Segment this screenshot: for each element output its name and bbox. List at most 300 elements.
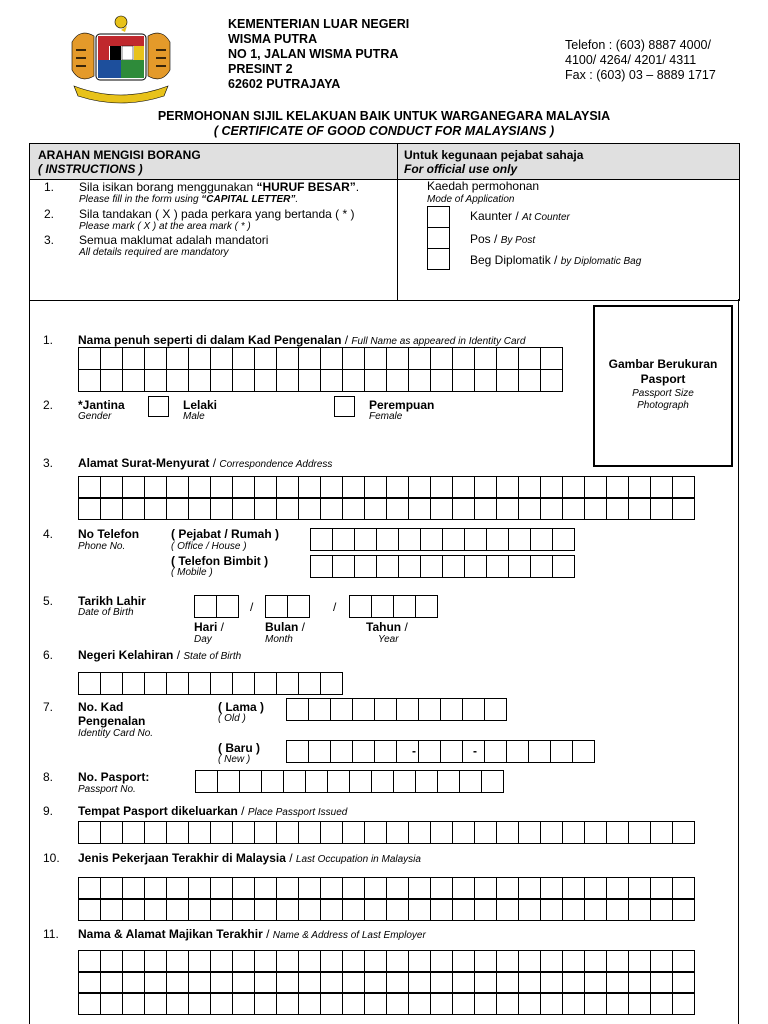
character-cell[interactable] [552, 528, 575, 551]
character-cell[interactable] [166, 369, 189, 392]
diplomatic-bag-checkbox[interactable] [427, 248, 450, 270]
character-cell[interactable] [371, 595, 394, 618]
character-cell[interactable] [254, 369, 277, 392]
character-cell[interactable] [276, 369, 299, 392]
employer-row-1[interactable] [78, 950, 694, 973]
character-cell[interactable] [354, 555, 377, 578]
character-cell[interactable] [298, 950, 321, 973]
character-cell[interactable] [430, 877, 453, 900]
character-cell[interactable] [100, 950, 123, 973]
character-cell[interactable] [628, 992, 651, 1015]
character-cell[interactable] [254, 497, 277, 520]
character-cell[interactable] [474, 877, 497, 900]
character-cell[interactable] [100, 898, 123, 921]
character-cell[interactable] [320, 369, 343, 392]
character-cell[interactable] [188, 992, 211, 1015]
employer-row-3[interactable] [78, 992, 694, 1015]
state-of-birth-cells[interactable] [78, 672, 342, 695]
character-cell[interactable] [276, 672, 299, 695]
character-cell[interactable] [195, 770, 218, 793]
character-cell[interactable] [386, 898, 409, 921]
character-cell[interactable] [464, 528, 487, 551]
character-cell[interactable] [386, 347, 409, 370]
character-cell[interactable] [408, 898, 431, 921]
character-cell[interactable] [452, 877, 475, 900]
character-cell[interactable] [430, 898, 453, 921]
character-cell[interactable] [100, 877, 123, 900]
character-cell[interactable] [310, 555, 333, 578]
character-cell[interactable] [408, 476, 431, 499]
character-cell[interactable] [342, 821, 365, 844]
character-cell[interactable] [386, 877, 409, 900]
character-cell[interactable] [452, 992, 475, 1015]
character-cell[interactable] [474, 347, 497, 370]
character-cell[interactable] [430, 821, 453, 844]
character-cell[interactable] [606, 992, 629, 1015]
character-cell[interactable] [606, 898, 629, 921]
character-cell[interactable] [144, 347, 167, 370]
character-cell[interactable] [474, 971, 497, 994]
character-cell[interactable] [364, 992, 387, 1015]
character-cell[interactable] [562, 898, 585, 921]
address-row-2[interactable] [78, 497, 694, 520]
character-cell[interactable] [349, 770, 372, 793]
character-cell[interactable] [606, 971, 629, 994]
character-cell[interactable] [418, 698, 441, 721]
character-cell[interactable] [672, 497, 695, 520]
character-cell[interactable] [78, 672, 101, 695]
character-cell[interactable] [562, 877, 585, 900]
character-cell[interactable] [327, 770, 350, 793]
character-cell[interactable] [430, 369, 453, 392]
character-cell[interactable] [386, 992, 409, 1015]
character-cell[interactable] [364, 821, 387, 844]
character-cell[interactable] [408, 347, 431, 370]
character-cell[interactable] [420, 528, 443, 551]
character-cell[interactable] [540, 821, 563, 844]
character-cell[interactable] [530, 528, 553, 551]
place-issued-cells[interactable] [78, 821, 694, 844]
character-cell[interactable] [232, 369, 255, 392]
character-cell[interactable] [188, 497, 211, 520]
character-cell[interactable] [298, 369, 321, 392]
character-cell[interactable] [276, 950, 299, 973]
character-cell[interactable] [122, 821, 145, 844]
character-cell[interactable] [398, 528, 421, 551]
character-cell[interactable] [584, 992, 607, 1015]
character-cell[interactable] [496, 898, 519, 921]
character-cell[interactable] [452, 898, 475, 921]
character-cell[interactable] [78, 971, 101, 994]
character-cell[interactable] [232, 672, 255, 695]
character-cell[interactable] [276, 821, 299, 844]
character-cell[interactable] [188, 971, 211, 994]
character-cell[interactable] [496, 369, 519, 392]
character-cell[interactable] [276, 898, 299, 921]
character-cell[interactable] [144, 476, 167, 499]
character-cell[interactable] [364, 971, 387, 994]
character-cell[interactable] [386, 476, 409, 499]
character-cell[interactable] [486, 555, 509, 578]
character-cell[interactable] [122, 476, 145, 499]
character-cell[interactable] [606, 821, 629, 844]
character-cell[interactable] [518, 992, 541, 1015]
character-cell[interactable] [452, 476, 475, 499]
character-cell[interactable] [496, 821, 519, 844]
character-cell[interactable] [430, 950, 453, 973]
character-cell[interactable] [100, 497, 123, 520]
character-cell[interactable] [562, 476, 585, 499]
employer-row-2[interactable] [78, 971, 694, 994]
character-cell[interactable] [122, 898, 145, 921]
character-cell[interactable] [386, 950, 409, 973]
character-cell[interactable] [100, 347, 123, 370]
character-cell[interactable] [628, 476, 651, 499]
character-cell[interactable] [210, 821, 233, 844]
character-cell[interactable] [474, 497, 497, 520]
phone-mobile-cells[interactable] [310, 555, 574, 578]
character-cell[interactable] [286, 698, 309, 721]
ic-old-cells[interactable] [286, 698, 506, 721]
character-cell[interactable] [320, 992, 343, 1015]
character-cell[interactable] [672, 992, 695, 1015]
character-cell[interactable] [408, 877, 431, 900]
character-cell[interactable] [232, 877, 255, 900]
character-cell[interactable] [672, 821, 695, 844]
character-cell[interactable] [474, 821, 497, 844]
character-cell[interactable] [518, 877, 541, 900]
character-cell[interactable] [78, 476, 101, 499]
character-cell[interactable] [430, 476, 453, 499]
character-cell[interactable] [650, 497, 673, 520]
character-cell[interactable] [484, 698, 507, 721]
character-cell[interactable] [528, 740, 551, 763]
character-cell[interactable] [518, 497, 541, 520]
character-cell[interactable] [540, 877, 563, 900]
character-cell[interactable] [298, 347, 321, 370]
character-cell[interactable] [232, 992, 255, 1015]
character-cell[interactable] [188, 898, 211, 921]
character-cell[interactable] [584, 821, 607, 844]
character-cell[interactable] [78, 877, 101, 900]
character-cell[interactable] [144, 369, 167, 392]
character-cell[interactable] [320, 971, 343, 994]
character-cell[interactable] [254, 971, 277, 994]
character-cell[interactable] [232, 950, 255, 973]
character-cell[interactable] [232, 971, 255, 994]
character-cell[interactable] [166, 992, 189, 1015]
character-cell[interactable] [254, 898, 277, 921]
full-name-row-1[interactable] [78, 347, 562, 370]
character-cell[interactable] [606, 877, 629, 900]
character-cell[interactable] [188, 476, 211, 499]
character-cell[interactable] [305, 770, 328, 793]
character-cell[interactable] [210, 971, 233, 994]
character-cell[interactable] [308, 698, 331, 721]
character-cell[interactable] [415, 595, 438, 618]
character-cell[interactable] [650, 821, 673, 844]
character-cell[interactable] [276, 347, 299, 370]
character-cell[interactable] [386, 369, 409, 392]
character-cell[interactable] [374, 740, 397, 763]
character-cell[interactable] [650, 476, 673, 499]
character-cell[interactable] [100, 369, 123, 392]
character-cell[interactable] [650, 950, 673, 973]
character-cell[interactable] [530, 555, 553, 578]
character-cell[interactable] [100, 821, 123, 844]
character-cell[interactable] [364, 369, 387, 392]
character-cell[interactable] [332, 555, 355, 578]
character-cell[interactable] [584, 877, 607, 900]
character-cell[interactable] [430, 992, 453, 1015]
character-cell[interactable] [562, 950, 585, 973]
character-cell[interactable] [78, 821, 101, 844]
post-checkbox[interactable] [427, 227, 450, 249]
character-cell[interactable] [166, 950, 189, 973]
character-cell[interactable] [330, 698, 353, 721]
character-cell[interactable] [122, 950, 145, 973]
character-cell[interactable] [78, 992, 101, 1015]
character-cell[interactable] [78, 347, 101, 370]
character-cell[interactable] [442, 528, 465, 551]
character-cell[interactable] [298, 476, 321, 499]
character-cell[interactable] [518, 821, 541, 844]
character-cell[interactable] [650, 877, 673, 900]
character-cell[interactable] [232, 497, 255, 520]
character-cell[interactable] [342, 950, 365, 973]
character-cell[interactable] [540, 497, 563, 520]
character-cell[interactable] [408, 971, 431, 994]
character-cell[interactable] [232, 821, 255, 844]
character-cell[interactable] [298, 672, 321, 695]
character-cell[interactable] [408, 821, 431, 844]
character-cell[interactable] [122, 877, 145, 900]
character-cell[interactable] [606, 950, 629, 973]
phone-office-cells[interactable] [310, 528, 574, 551]
character-cell[interactable] [352, 740, 375, 763]
character-cell[interactable] [194, 595, 217, 618]
character-cell[interactable] [386, 497, 409, 520]
character-cell[interactable] [276, 971, 299, 994]
character-cell[interactable] [628, 821, 651, 844]
character-cell[interactable] [518, 476, 541, 499]
character-cell[interactable] [188, 369, 211, 392]
character-cell[interactable] [486, 528, 509, 551]
character-cell[interactable] [508, 555, 531, 578]
character-cell[interactable] [320, 497, 343, 520]
occupation-row-1[interactable] [78, 877, 694, 900]
character-cell[interactable] [254, 347, 277, 370]
character-cell[interactable] [442, 555, 465, 578]
character-cell[interactable] [393, 595, 416, 618]
character-cell[interactable] [584, 497, 607, 520]
character-cell[interactable] [342, 497, 365, 520]
character-cell[interactable] [298, 877, 321, 900]
character-cell[interactable] [210, 347, 233, 370]
character-cell[interactable] [672, 971, 695, 994]
character-cell[interactable] [437, 770, 460, 793]
character-cell[interactable] [481, 770, 504, 793]
character-cell[interactable] [210, 898, 233, 921]
character-cell[interactable] [440, 740, 463, 763]
character-cell[interactable] [122, 971, 145, 994]
character-cell[interactable] [430, 971, 453, 994]
character-cell[interactable] [420, 555, 443, 578]
character-cell[interactable] [188, 821, 211, 844]
character-cell[interactable] [254, 950, 277, 973]
counter-checkbox[interactable] [427, 206, 450, 228]
character-cell[interactable] [386, 821, 409, 844]
character-cell[interactable] [496, 971, 519, 994]
character-cell[interactable] [440, 698, 463, 721]
character-cell[interactable] [672, 898, 695, 921]
character-cell[interactable] [584, 971, 607, 994]
character-cell[interactable] [484, 740, 507, 763]
dob-day-cells[interactable] [194, 595, 238, 618]
character-cell[interactable] [287, 595, 310, 618]
character-cell[interactable] [354, 528, 377, 551]
character-cell[interactable] [496, 877, 519, 900]
character-cell[interactable] [166, 898, 189, 921]
character-cell[interactable] [332, 528, 355, 551]
character-cell[interactable] [672, 877, 695, 900]
character-cell[interactable] [452, 950, 475, 973]
character-cell[interactable] [408, 950, 431, 973]
character-cell[interactable] [276, 476, 299, 499]
character-cell[interactable] [464, 555, 487, 578]
character-cell[interactable] [210, 476, 233, 499]
character-cell[interactable] [474, 369, 497, 392]
passport-photo-box[interactable] [593, 305, 733, 467]
character-cell[interactable] [78, 898, 101, 921]
character-cell[interactable] [320, 877, 343, 900]
character-cell[interactable] [606, 497, 629, 520]
character-cell[interactable] [452, 821, 475, 844]
character-cell[interactable] [364, 877, 387, 900]
character-cell[interactable] [364, 497, 387, 520]
character-cell[interactable] [144, 821, 167, 844]
character-cell[interactable] [562, 821, 585, 844]
character-cell[interactable] [78, 950, 101, 973]
character-cell[interactable] [540, 347, 563, 370]
character-cell[interactable] [210, 672, 233, 695]
character-cell[interactable] [254, 672, 277, 695]
female-checkbox[interactable] [334, 396, 355, 417]
character-cell[interactable] [452, 497, 475, 520]
character-cell[interactable] [342, 347, 365, 370]
character-cell[interactable] [452, 347, 475, 370]
character-cell[interactable] [217, 770, 240, 793]
character-cell[interactable] [540, 369, 563, 392]
character-cell[interactable] [474, 898, 497, 921]
character-cell[interactable] [398, 555, 421, 578]
address-row-1[interactable] [78, 476, 694, 499]
character-cell[interactable] [364, 347, 387, 370]
character-cell[interactable] [210, 950, 233, 973]
character-cell[interactable] [166, 476, 189, 499]
character-cell[interactable] [188, 950, 211, 973]
character-cell[interactable] [144, 898, 167, 921]
character-cell[interactable] [210, 877, 233, 900]
character-cell[interactable] [496, 347, 519, 370]
character-cell[interactable] [474, 992, 497, 1015]
character-cell[interactable] [452, 369, 475, 392]
character-cell[interactable] [628, 971, 651, 994]
character-cell[interactable] [650, 971, 673, 994]
character-cell[interactable] [308, 740, 331, 763]
ic-new-cells[interactable] [286, 740, 594, 763]
character-cell[interactable] [364, 950, 387, 973]
character-cell[interactable] [144, 950, 167, 973]
character-cell[interactable] [254, 476, 277, 499]
character-cell[interactable] [298, 992, 321, 1015]
character-cell[interactable] [232, 347, 255, 370]
character-cell[interactable] [628, 877, 651, 900]
character-cell[interactable] [166, 971, 189, 994]
character-cell[interactable] [552, 555, 575, 578]
character-cell[interactable] [100, 476, 123, 499]
character-cell[interactable] [342, 971, 365, 994]
character-cell[interactable] [320, 672, 343, 695]
character-cell[interactable] [540, 971, 563, 994]
character-cell[interactable] [254, 821, 277, 844]
character-cell[interactable] [188, 347, 211, 370]
full-name-row-2[interactable] [78, 369, 562, 392]
character-cell[interactable] [144, 992, 167, 1015]
character-cell[interactable] [508, 528, 531, 551]
character-cell[interactable] [298, 821, 321, 844]
character-cell[interactable] [122, 369, 145, 392]
character-cell[interactable] [518, 347, 541, 370]
character-cell[interactable] [408, 369, 431, 392]
character-cell[interactable] [550, 740, 573, 763]
character-cell[interactable] [298, 971, 321, 994]
character-cell[interactable] [393, 770, 416, 793]
character-cell[interactable] [342, 369, 365, 392]
character-cell[interactable] [584, 898, 607, 921]
character-cell[interactable] [210, 992, 233, 1015]
character-cell[interactable] [628, 950, 651, 973]
character-cell[interactable] [496, 992, 519, 1015]
character-cell[interactable] [452, 971, 475, 994]
character-cell[interactable] [283, 770, 306, 793]
character-cell[interactable] [540, 950, 563, 973]
character-cell[interactable] [672, 476, 695, 499]
character-cell[interactable] [540, 898, 563, 921]
character-cell[interactable] [364, 476, 387, 499]
character-cell[interactable] [496, 950, 519, 973]
character-cell[interactable] [540, 992, 563, 1015]
occupation-row-2[interactable] [78, 898, 694, 921]
character-cell[interactable] [298, 497, 321, 520]
character-cell[interactable] [518, 369, 541, 392]
character-cell[interactable] [320, 476, 343, 499]
character-cell[interactable] [232, 898, 255, 921]
character-cell[interactable] [166, 821, 189, 844]
character-cell[interactable] [562, 971, 585, 994]
character-cell[interactable] [320, 950, 343, 973]
character-cell[interactable] [496, 497, 519, 520]
character-cell[interactable] [188, 672, 211, 695]
character-cell[interactable] [342, 992, 365, 1015]
character-cell[interactable] [261, 770, 284, 793]
character-cell[interactable] [650, 992, 673, 1015]
character-cell[interactable] [415, 770, 438, 793]
character-cell[interactable] [364, 898, 387, 921]
character-cell[interactable] [462, 698, 485, 721]
character-cell[interactable] [122, 347, 145, 370]
character-cell[interactable] [628, 497, 651, 520]
